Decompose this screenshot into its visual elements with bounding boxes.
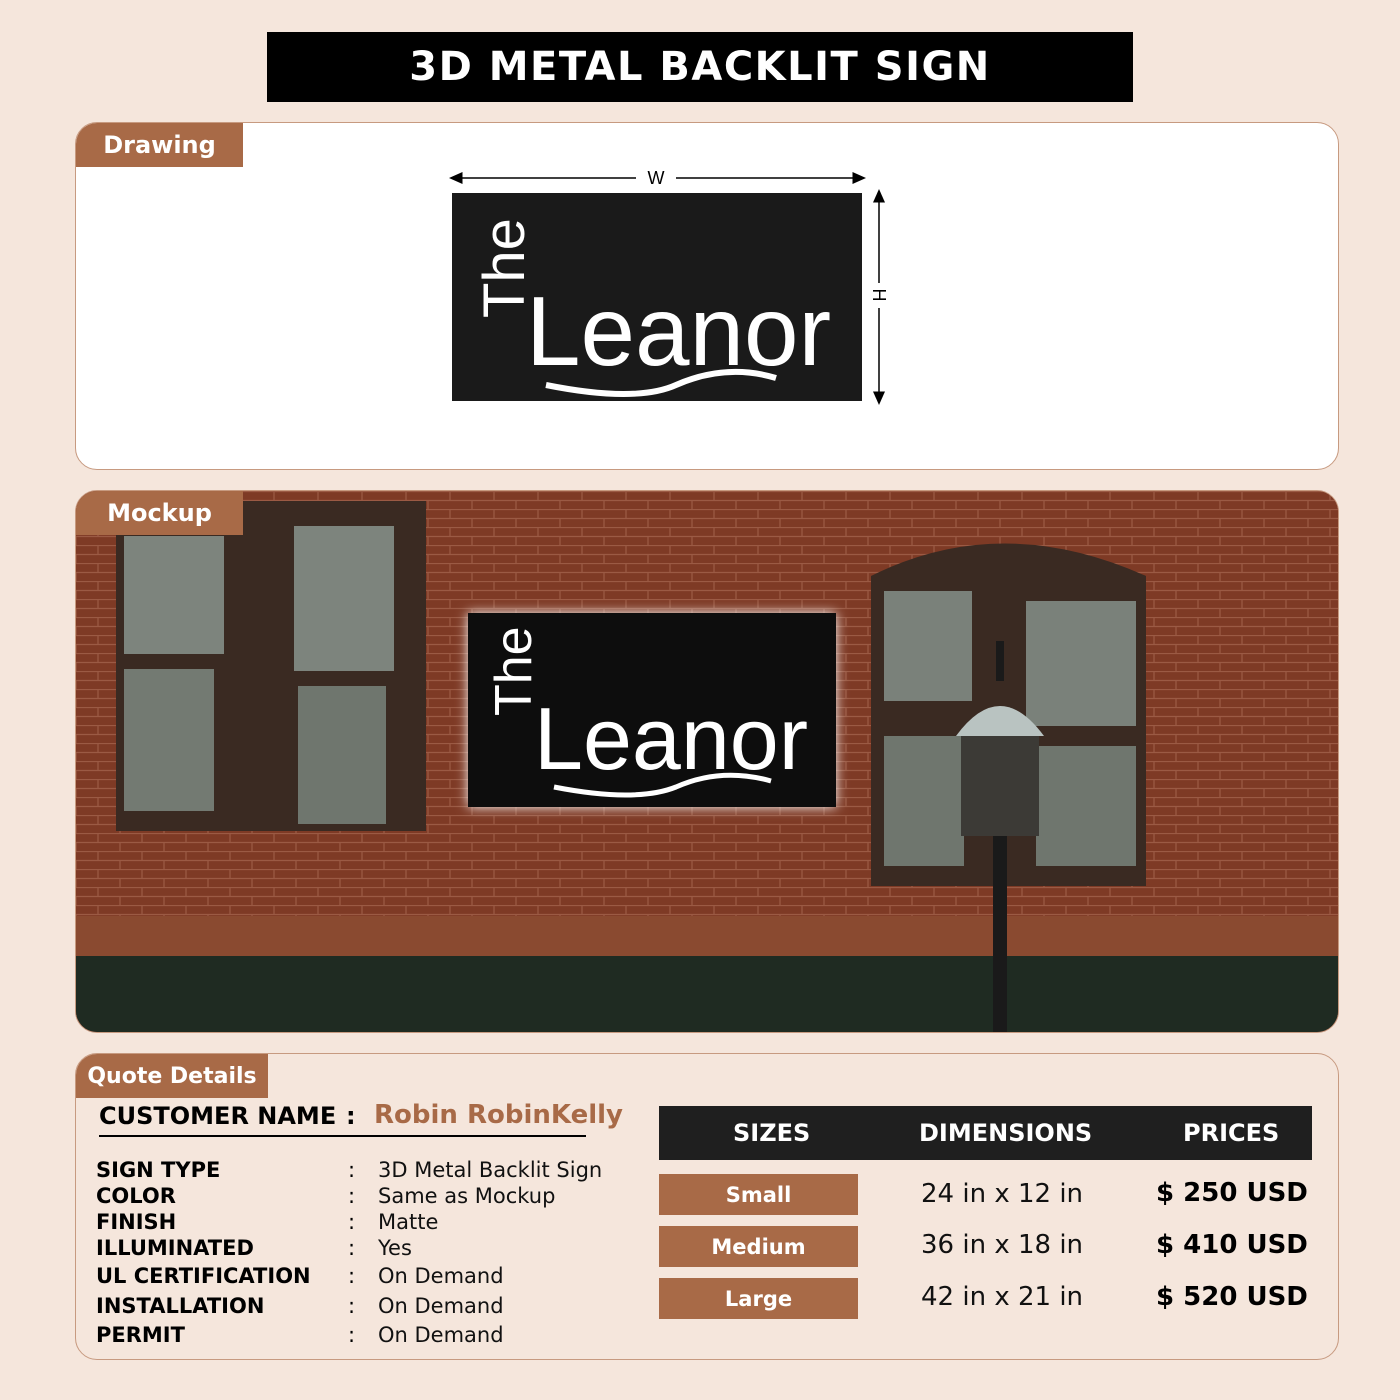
spec-row-sign-type: SIGN TYPE : 3D Metal Backlit Sign [96, 1158, 603, 1182]
lamp-post [993, 831, 1007, 1033]
spec-row-illuminated: ILLUMINATED : Yes [96, 1236, 412, 1260]
spec-value: Same as Mockup [378, 1184, 556, 1208]
lamp-body [961, 736, 1039, 836]
size-medium-button[interactable]: Medium [659, 1226, 858, 1267]
window-pane [298, 686, 386, 824]
spec-value: Yes [378, 1236, 412, 1260]
header-prices: PRICES [1183, 1119, 1280, 1147]
price-table-header [659, 1106, 1312, 1160]
drawing-panel [75, 122, 1339, 470]
size-large-button[interactable]: Large [659, 1278, 858, 1319]
spec-row-ul-certification: UL CERTIFICATION : On Demand [96, 1264, 504, 1288]
spec-label: PERMIT [96, 1323, 185, 1347]
spec-label: SIGN TYPE [96, 1158, 221, 1182]
price-small: $ 250 USD [1156, 1178, 1308, 1208]
spec-value: On Demand [378, 1323, 504, 1347]
page-title: 3D METAL BACKLIT SIGN [267, 32, 1133, 102]
price-large: $ 520 USD [1156, 1282, 1308, 1312]
awning [76, 956, 1339, 1033]
customer-name-value: Robin RobinKelly [374, 1100, 623, 1130]
mockup-logo-main-text: Leanor [534, 689, 809, 788]
mockup-logo-small-text: The [485, 626, 543, 716]
window-pane [1026, 601, 1136, 726]
header-dimensions: DIMENSIONS [919, 1119, 1093, 1147]
spec-value: On Demand [378, 1264, 504, 1288]
mockup-tab: Mockup [76, 491, 243, 535]
spec-label: FINISH [96, 1210, 177, 1234]
spec-row-installation: INSTALLATION : On Demand [96, 1294, 504, 1318]
size-small-button[interactable]: Small [659, 1174, 858, 1215]
drawing-tab: Drawing [76, 123, 243, 167]
logo-main-text: Leanor [526, 276, 832, 386]
width-label: W [647, 168, 665, 188]
logo-small-text: The [472, 218, 537, 318]
lamp-finial [996, 641, 1004, 681]
customer-underline [99, 1135, 586, 1137]
spec-label: UL CERTIFICATION [96, 1264, 311, 1288]
customer-name-label: CUSTOMER NAME [99, 1102, 337, 1130]
spec-label: INSTALLATION [96, 1294, 265, 1318]
dimension-large: 42 in x 21 in [921, 1282, 1084, 1312]
dimension-small: 24 in x 12 in [921, 1179, 1084, 1209]
header-sizes: SIZES [733, 1119, 811, 1147]
drawing-canvas [76, 123, 1339, 470]
spec-label: ILLUMINATED [96, 1236, 254, 1260]
spec-row-permit: PERMIT : On Demand [96, 1323, 504, 1347]
quote-panel [75, 1053, 1339, 1360]
window-pane [1036, 746, 1136, 866]
customer-colon: : [346, 1102, 356, 1130]
dimension-medium: 36 in x 18 in [921, 1230, 1084, 1260]
height-label: H [869, 288, 889, 302]
spec-value: 3D Metal Backlit Sign [378, 1158, 603, 1182]
quote-tab: Quote Details [76, 1054, 268, 1098]
mockup-panel [75, 490, 1339, 1033]
spec-value: On Demand [378, 1294, 504, 1318]
mockup-scene [76, 491, 1339, 1033]
window-pane [124, 536, 224, 654]
window-pane [294, 526, 394, 671]
building-ledge [76, 916, 1339, 956]
window-pane [884, 591, 972, 701]
spec-row-finish: FINISH : Matte [96, 1210, 439, 1234]
spec-row-color: COLOR : Same as Mockup [96, 1184, 556, 1208]
spec-label: COLOR [96, 1184, 176, 1208]
spec-value: Matte [378, 1210, 439, 1234]
window-pane [884, 736, 964, 866]
price-medium: $ 410 USD [1156, 1230, 1308, 1260]
window-pane [124, 669, 214, 811]
